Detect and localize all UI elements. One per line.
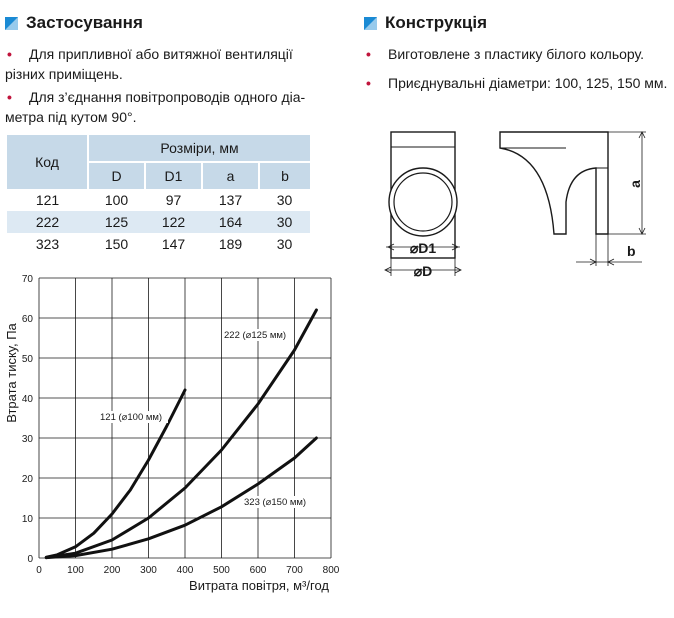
section-heading-application (5, 13, 143, 33)
list-item: • Для припливної або витяжної вентиляції різних приміщень. (5, 46, 293, 82)
x-tick-label: 600 (249, 565, 267, 576)
series-label-1: 121 (⌀100 мм) (100, 412, 163, 423)
y-tick-label: 50 (21, 354, 33, 365)
y-tick-label: 70 (21, 274, 33, 285)
y-tick-label: 40 (21, 394, 33, 405)
x-tick-label: 400 (176, 565, 194, 576)
table-row: 323 150 147 189 30 (7, 233, 310, 255)
column-header-d1: D1 (145, 162, 202, 189)
bullet-icon: • (7, 89, 12, 105)
table-row: 121 100 97 137 30 (7, 189, 310, 211)
x-tick-label: 200 (103, 565, 121, 576)
dimension-a-label: a (627, 180, 643, 188)
series-label-3: 323 (⌀150 мм) (244, 497, 307, 508)
pressure-loss-chart (0, 268, 360, 608)
x-tick-label: 100 (67, 565, 84, 576)
diameter-d1-label: ⌀D1 (409, 240, 437, 256)
heading-text: Застосування (26, 13, 143, 32)
column-header-d: D (88, 162, 145, 189)
blue-square-icon (5, 17, 18, 30)
heading-text: Конструкція (385, 13, 488, 32)
bullet-icon: • (7, 46, 12, 62)
table-row: 222 125 122 164 30 (7, 211, 310, 233)
dimension-b-label: b (627, 243, 636, 259)
column-header-code: Код (35, 154, 59, 170)
x-tick-label: 500 (213, 565, 230, 576)
y-tick-label: 10 (21, 514, 33, 525)
diameter-d-label: ⌀D (413, 263, 433, 279)
column-header-sizes: Розміри, мм (88, 135, 310, 162)
side-view-drawing (500, 132, 646, 266)
series-label-2: 222 (⌀125 мм) (224, 330, 287, 341)
bullet-icon: • (366, 46, 371, 62)
list-item: • Для з’єднання повітропроводів одного діа- метра під кутом 90°. (5, 89, 306, 125)
y-tick-label: 60 (21, 314, 33, 325)
list-item: • Приєднувальні діаметри: 100, 125, 150 мм. (366, 75, 668, 91)
x-tick-label: 700 (286, 565, 303, 576)
list-item: • Виготовлене з пластику білого кольору. (366, 46, 645, 62)
application-list (5, 44, 318, 130)
series-line-2 (46, 310, 316, 558)
y-tick-label: 0 (27, 554, 33, 565)
bullet-icon: • (366, 75, 371, 91)
x-tick-label: 300 (140, 565, 157, 576)
dimensions-table (7, 135, 310, 255)
construction-drawings (380, 120, 674, 290)
x-tick-label: 800 (322, 565, 340, 576)
y-axis-label: Втрата тиску, Па (4, 323, 19, 423)
column-header-b: b (259, 162, 310, 189)
x-axis-label: Витрата повітря, м³/год (189, 578, 329, 593)
construction-list (364, 44, 674, 102)
column-header-a: a (202, 162, 259, 189)
x-tick-label: 0 (36, 565, 42, 576)
blue-square-icon (364, 17, 377, 30)
section-heading-construction (364, 13, 487, 33)
y-tick-label: 20 (21, 474, 33, 485)
y-tick-label: 30 (21, 434, 33, 445)
